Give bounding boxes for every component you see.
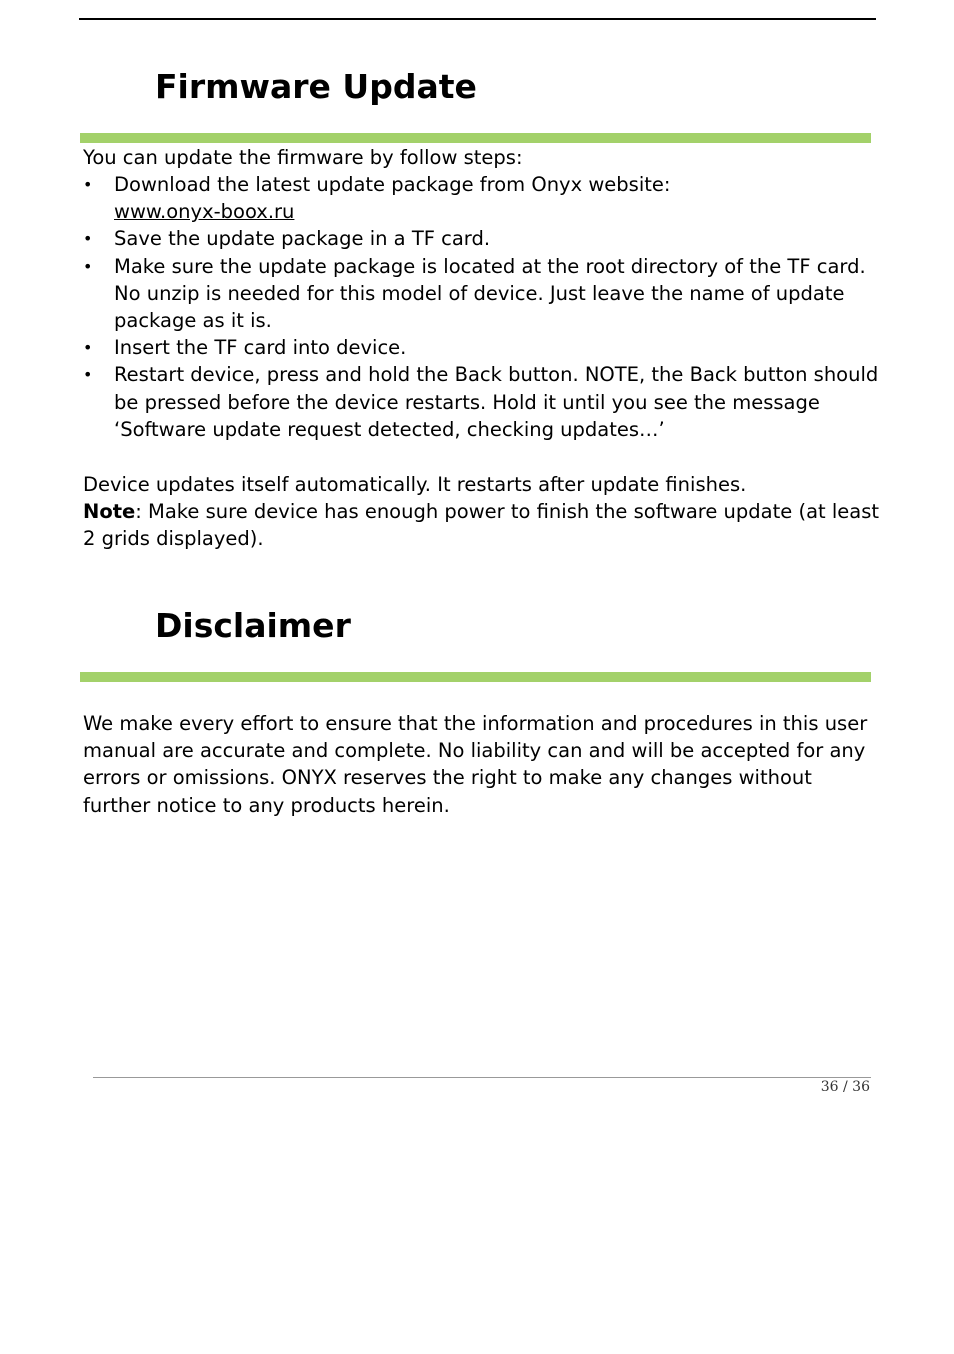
firmware-intro: You can update the firmware by follow steps:: [83, 146, 523, 169]
bullet-icon: •: [83, 338, 93, 358]
disclaimer-heading-bar: [80, 672, 871, 682]
list-item: [83, 361, 883, 443]
step-text: Make sure the update package is located at the root directory of the TF card. No unzip is needed for this model of device. Just leave the name of update package as it is.: [114, 254, 866, 333]
list-item: [83, 253, 883, 335]
onyx-website-link[interactable]: www.onyx-boox.ru: [114, 200, 295, 224]
disclaimer-body: We make every effort to ensure that the information and procedures in this user manual are accurate and complete. No liability can and will be accepted for any errors or omissions. ONYX reserves the right to make any changes without further notice to any products herein.: [83, 712, 868, 817]
step-text: Insert the TF card into device.: [114, 336, 407, 360]
bullet-icon: •: [83, 365, 93, 385]
bullet-icon: •: [83, 175, 93, 194]
page-number: 36 / 36: [820, 1079, 870, 1095]
note-text: : Make sure device has enough power to finish the software update (at least 2 grids displayed).: [83, 500, 880, 551]
firmware-steps-list: [83, 171, 883, 443]
footer-rule: [93, 1077, 871, 1078]
step-text: Restart device, press and hold the Back button. NOTE, the Back button should be pressed before the device restarts. Hold it until you see the message ‘Software update request detected, checking updates…’: [114, 363, 879, 441]
list-item: [83, 225, 883, 252]
list-item: [83, 334, 883, 361]
note-paragraph: [83, 498, 883, 552]
firmware-heading-bar: [80, 133, 871, 143]
note-label: Note: [83, 500, 136, 523]
bullet-icon: •: [83, 256, 93, 276]
header-rule: [79, 18, 876, 20]
firmware-update-heading: Firmware Update: [155, 67, 477, 106]
auto-update-text: Device updates itself automatically. It restarts after update finishes.: [83, 473, 747, 496]
disclaimer-heading: Disclaimer: [155, 606, 351, 645]
list-item: [83, 171, 883, 225]
step-text: Save the update package in a TF card.: [114, 227, 491, 251]
step-text: Download the latest update package from Onyx website:: [114, 173, 671, 196]
bullet-icon: •: [83, 229, 93, 249]
